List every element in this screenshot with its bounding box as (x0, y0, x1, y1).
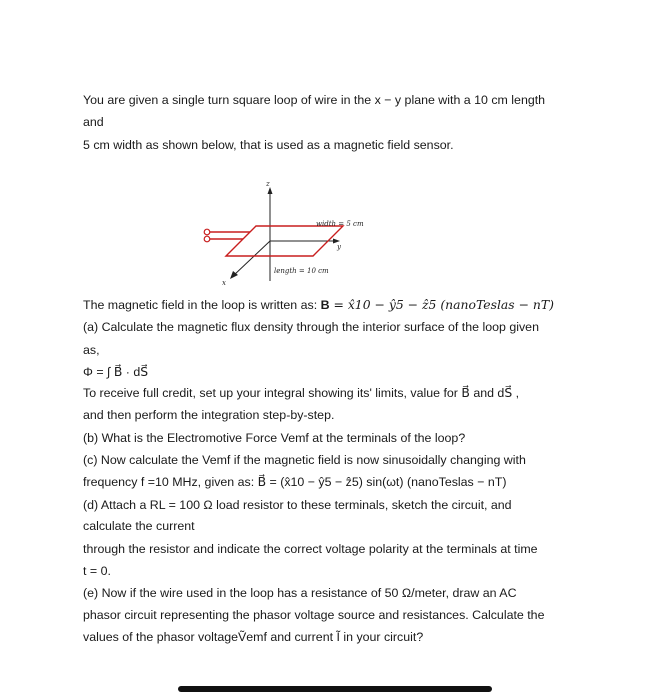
length-label: length = 10 cm (274, 267, 329, 275)
intro-line-2: and (83, 115, 104, 129)
terminal-right-icon (204, 236, 210, 242)
field-statement: The magnetic field in the loop is written as: B = x̂10 − ŷ5 − ẑ5 (nanoTeslas − nT) (83, 297, 555, 312)
part-e-line-1: (e) Now if the wire used in the loop has a resistance of 50 Ω/meter, draw an AC (83, 586, 517, 600)
y-axis-label: y (337, 243, 341, 251)
intro-line-1: You are given a single turn square loop of wire in the x − y plane with a 10 cm length (83, 93, 546, 107)
credit-line-1: To receive full credit, set up your integral showing its' limits, value for B⃗ and dS⃗ , (83, 386, 520, 400)
part-d-line-2: calculate the current (83, 519, 195, 533)
terminal-left-icon (204, 229, 210, 235)
part-d-line-1: (d) Attach a RL = 100 Ω load resistor to these terminals, sketch the circuit, and (83, 498, 512, 512)
part-d-line-4: t = 0. (83, 564, 111, 578)
x-axis-label: x (222, 279, 226, 286)
credit-line-2: and then perform the integration step-by-step. (83, 408, 335, 422)
part-c-line-2: frequency f =10 MHz, given as: B⃗ = (x̂10 − ŷ5 − ẑ5) sin(ωt) (nanoTeslas − nT) (83, 475, 507, 489)
part-b-line: (b) What is the Electromotive Force Vemf at the terminals of the loop? (83, 431, 466, 445)
loop-figure (196, 181, 376, 286)
part-a-line-1: (a) Calculate the magnetic flux density through the interior surface of the loop given (83, 320, 539, 334)
flux-formula: Φ = ∫ B⃗ · dS⃗ (83, 365, 149, 379)
part-c-line-1: (c) Now calculate the Vemf if the magnetic field is now sinusoidally changing with (83, 453, 526, 467)
part-e-line-2: phasor circuit representing the phasor voltage source and resistances. Calculate the (83, 608, 545, 622)
z-arrow-icon (268, 187, 273, 194)
part-e-line-3: values of the phasor voltageṼemf and current Ĩ in your circuit? (83, 630, 424, 644)
part-a-line-2: as, (83, 343, 100, 357)
home-indicator[interactable] (178, 686, 492, 692)
z-axis-label: z (266, 181, 270, 188)
x-axis (233, 241, 270, 276)
width-label: width = 5 cm (316, 220, 364, 228)
intro-line-3: 5 cm width as shown below, that is used as a magnetic field sensor. (83, 138, 454, 152)
part-d-line-3: through the resistor and indicate the correct voltage polarity at the terminals at time (83, 542, 538, 556)
